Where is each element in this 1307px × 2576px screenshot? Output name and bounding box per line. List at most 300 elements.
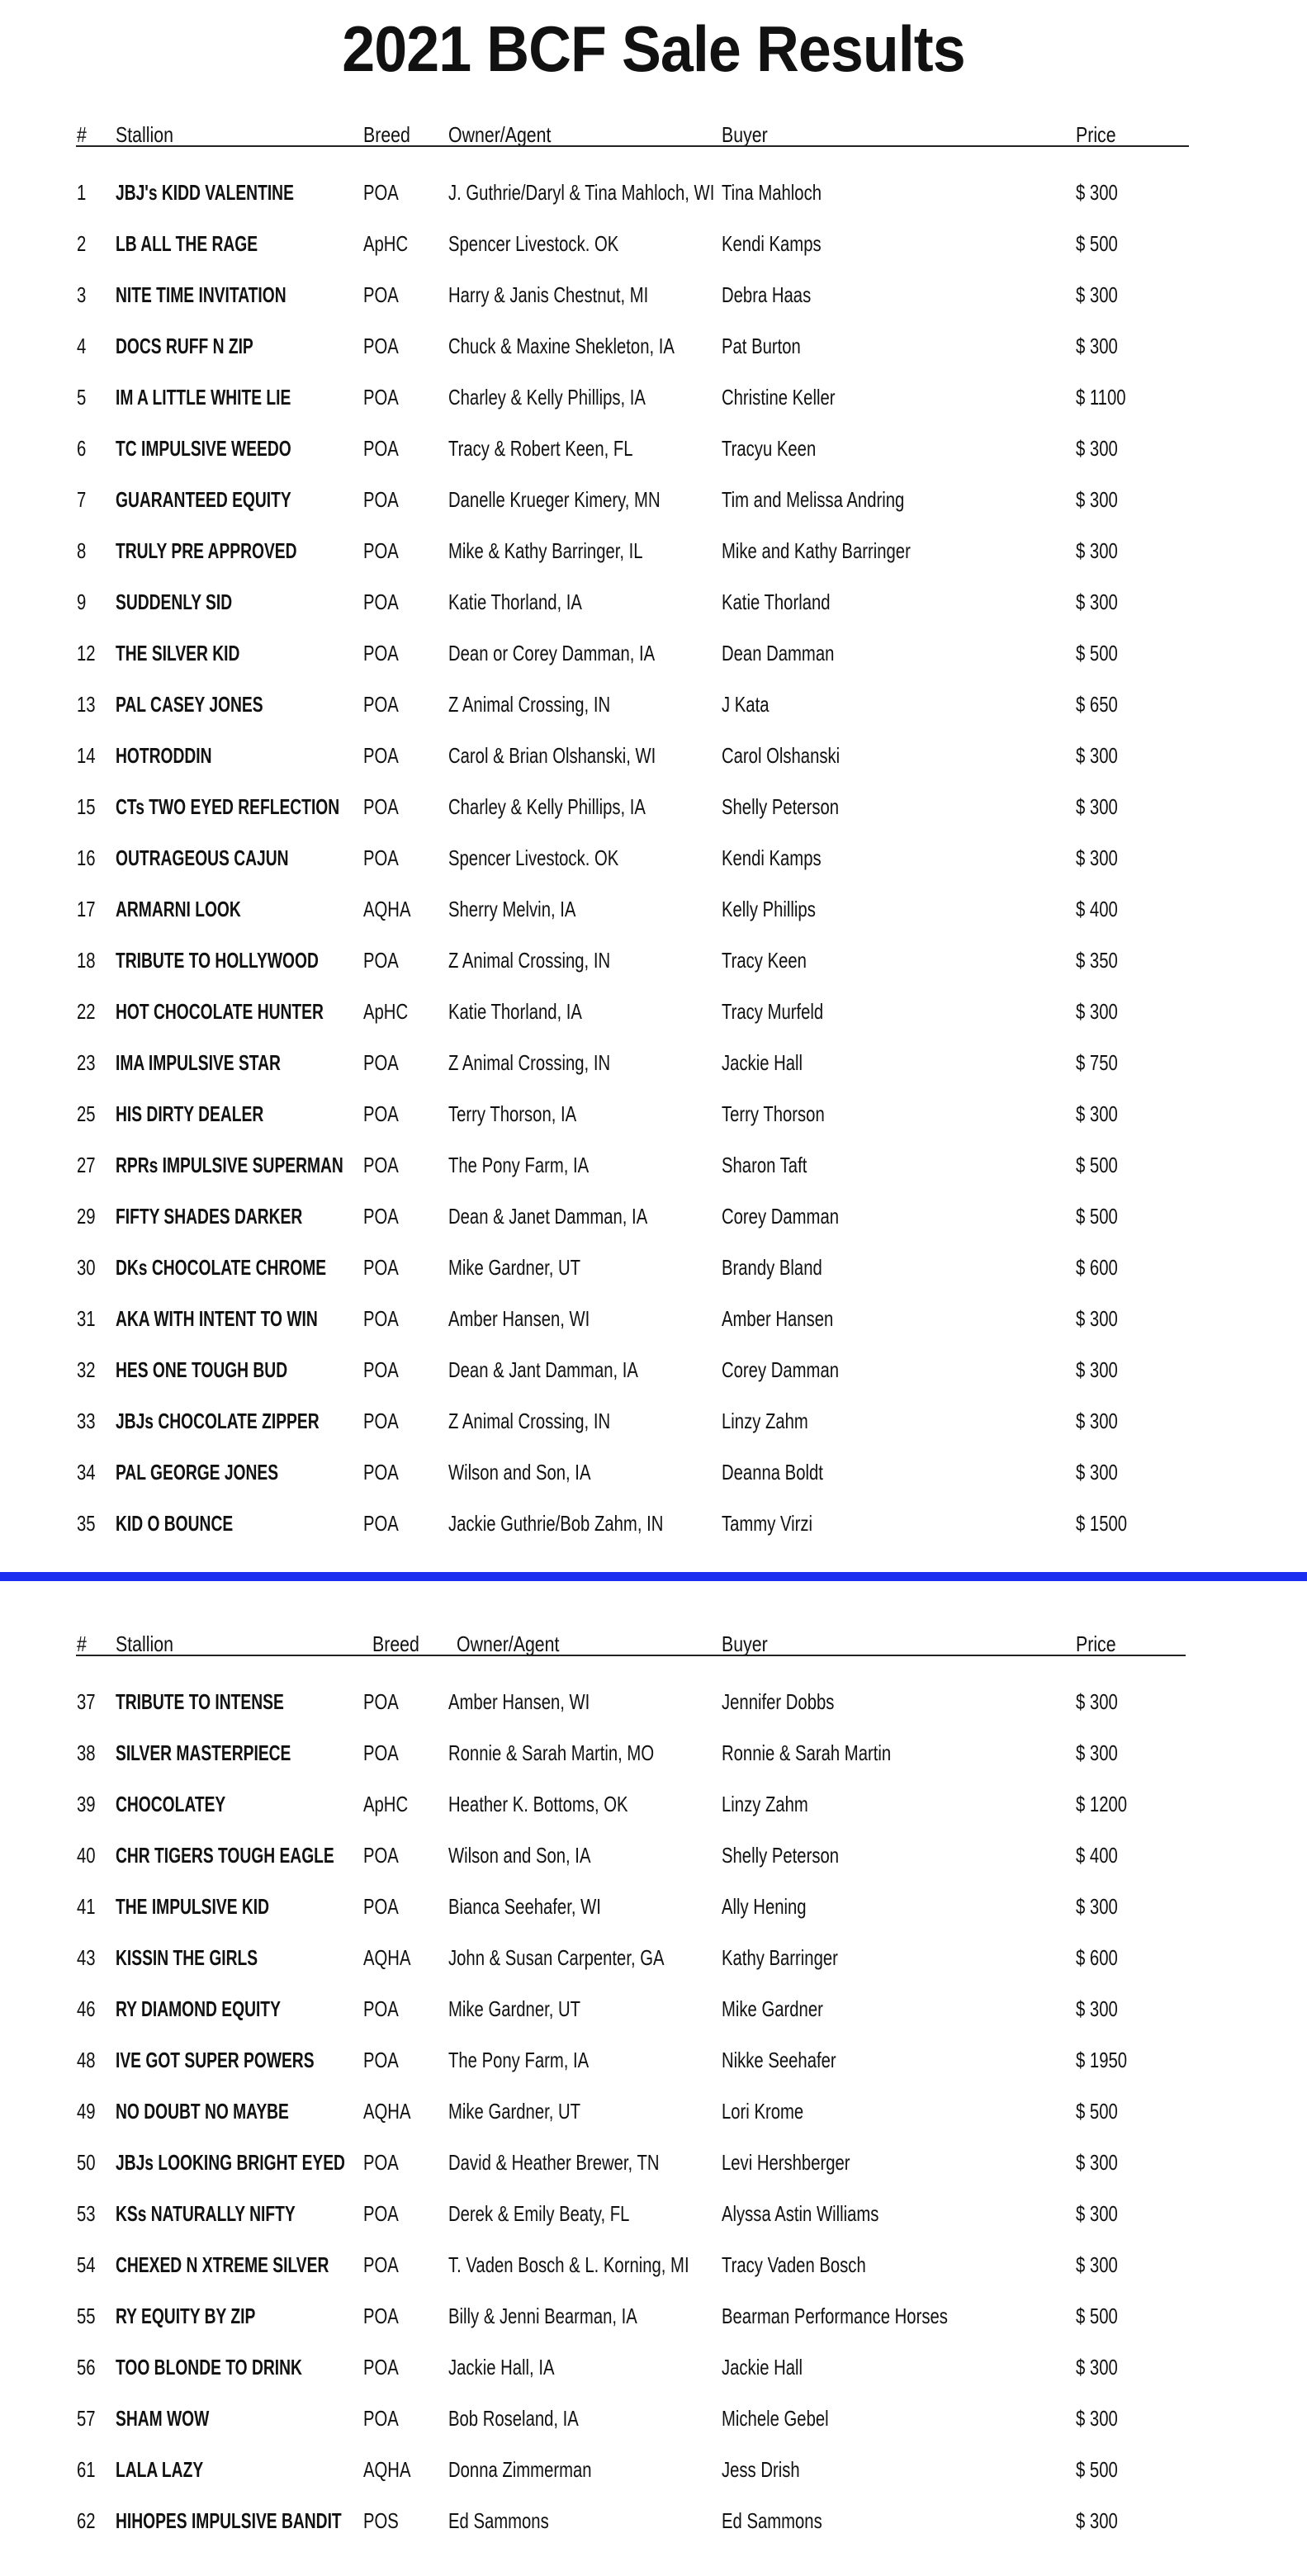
owner-agent: Z Animal Crossing, IN [448, 1409, 611, 1433]
stallion-name: SUDDENLY SID [116, 590, 233, 614]
price: $ 500 [1076, 2457, 1118, 2482]
header-breed: Breed [363, 122, 410, 147]
owner-agent: Amber Hansen, WI [448, 1306, 590, 1331]
breed: POA [363, 1409, 399, 1433]
stallion-name: TRIBUTE TO INTENSE [116, 1689, 284, 1714]
row-number: 40 [77, 1843, 96, 1868]
buyer: Bearman Performance Horses [722, 2304, 948, 2328]
price: $ 500 [1076, 2099, 1118, 2124]
buyer: Michele Gebel [722, 2406, 829, 2431]
row-number: 41 [77, 1894, 96, 1919]
table-row [0, 2446, 1307, 2497]
stallion-name: KSs NATURALLY NIFTY [116, 2201, 296, 2226]
price: $ 1100 [1076, 385, 1126, 410]
table-row [0, 1499, 1307, 1551]
buyer: Corey Damman [722, 1357, 840, 1382]
breed: AQHA [363, 2457, 411, 2482]
table-row [0, 168, 1307, 220]
header-stallion: Stallion [116, 1631, 173, 1656]
owner-agent: The Pony Farm, IA [448, 1153, 590, 1177]
price: $ 300 [1076, 487, 1118, 512]
price: $ 300 [1076, 1689, 1118, 1714]
price: $ 300 [1076, 1409, 1118, 1433]
row-number: 3 [77, 282, 87, 307]
breed: POA [363, 845, 399, 870]
table-header [0, 117, 1307, 150]
owner-agent: Donna Zimmerman [448, 2457, 592, 2482]
stallion-name: CHOCOLATEY [116, 1792, 226, 1816]
price: $ 300 [1076, 436, 1118, 461]
buyer: Katie Thorland [722, 590, 831, 614]
table-row [0, 1678, 1307, 1729]
buyer: Amber Hansen [722, 1306, 834, 1331]
row-number: 56 [77, 2355, 96, 2379]
breed: POA [363, 1460, 399, 1485]
table-row [0, 2036, 1307, 2087]
table-row [0, 424, 1307, 476]
table-row [0, 885, 1307, 936]
buyer: Jess Drish [722, 2457, 800, 2482]
header-owner: Owner/Agent [457, 1631, 560, 1656]
price: $ 300 [1076, 1460, 1118, 1485]
owner-agent: John & Susan Carpenter, GA [448, 1945, 665, 1970]
stallion-name: CHR TIGERS TOUGH EAGLE [116, 1843, 334, 1868]
table-row [0, 1831, 1307, 1882]
breed: POA [363, 1050, 399, 1075]
row-number: 49 [77, 2099, 96, 2124]
buyer: Ally Hening [722, 1894, 807, 1919]
stallion-name: OUTRAGEOUS CAJUN [116, 845, 289, 870]
owner-agent: Sherry Melvin, IA [448, 897, 576, 921]
buyer: Kathy Barringer [722, 1945, 838, 1970]
row-number: 34 [77, 1460, 96, 1485]
stallion-name: KID O BOUNCE [116, 1511, 234, 1536]
stallion-name: HES ONE TOUGH BUD [116, 1357, 288, 1382]
owner-agent: Mike Gardner, UT [448, 1255, 581, 1280]
owner-agent: Derek & Emily Beaty, FL [448, 2201, 630, 2226]
buyer: Tracy Murfeld [722, 999, 824, 1024]
owner-agent: Charley & Kelly Phillips, IA [448, 385, 646, 410]
row-number: 14 [77, 743, 96, 768]
buyer: Kendi Kamps [722, 845, 822, 870]
stallion-name: RY DIAMOND EQUITY [116, 1996, 281, 2021]
buyer: J Kata [722, 692, 770, 717]
owner-agent: Katie Thorland, IA [448, 590, 582, 614]
table-row [0, 1985, 1307, 2036]
buyer: Ed Sammons [722, 2508, 822, 2533]
breed: POS [363, 2508, 399, 2533]
stallion-name: IM A LITTLE WHITE LIE [116, 385, 291, 410]
row-number: 32 [77, 1357, 96, 1382]
buyer: Lori Krome [722, 2099, 804, 2124]
owner-agent: Charley & Kelly Phillips, IA [448, 794, 646, 819]
header-price: Price [1076, 1631, 1116, 1656]
price: $ 300 [1076, 845, 1118, 870]
row-number: 39 [77, 1792, 96, 1816]
price: $ 300 [1076, 743, 1118, 768]
table-row [0, 1346, 1307, 1397]
stallion-name: TRULY PRE APPROVED [116, 538, 297, 563]
price: $ 300 [1076, 2201, 1118, 2226]
row-number: 33 [77, 1409, 96, 1433]
table-row [0, 476, 1307, 527]
buyer: Levi Hershberger [722, 2150, 850, 2175]
row-number: 12 [77, 641, 96, 665]
row-number: 31 [77, 1306, 96, 1331]
buyer: Tracy Keen [722, 948, 807, 973]
table-row [0, 2138, 1307, 2190]
breed: POA [363, 282, 399, 307]
breed: POA [363, 794, 399, 819]
stallion-name: JBJs LOOKING BRIGHT EYED [116, 2150, 345, 2175]
price: $ 500 [1076, 231, 1118, 256]
breed: POA [363, 2406, 399, 2431]
stallion-name: HOT CHOCOLATE HUNTER [116, 999, 324, 1024]
page-title: 2021 BCF Sale Results [342, 12, 965, 85]
breed: POA [363, 487, 399, 512]
price: $ 400 [1076, 1843, 1118, 1868]
owner-agent: Wilson and Son, IA [448, 1843, 591, 1868]
header-owner: Owner/Agent [448, 122, 552, 147]
stallion-name: KISSIN THE GIRLS [116, 1945, 258, 1970]
buyer: Jennifer Dobbs [722, 1689, 835, 1714]
stallion-name: THE SILVER KID [116, 641, 240, 665]
stallion-name: NITE TIME INVITATION [116, 282, 286, 307]
owner-agent: Chuck & Maxine Shekleton, IA [448, 334, 675, 358]
price: $ 300 [1076, 1996, 1118, 2021]
row-number: 48 [77, 2048, 96, 2072]
stallion-name: PAL CASEY JONES [116, 692, 263, 717]
table-row [0, 373, 1307, 424]
buyer: Sharon Taft [722, 1153, 807, 1177]
price: $ 650 [1076, 692, 1118, 717]
stallion-name: HOTRODDIN [116, 743, 212, 768]
breed: POA [363, 1255, 399, 1280]
table-row [0, 1448, 1307, 1499]
breed: ApHC [363, 1792, 409, 1816]
owner-agent: Jackie Guthrie/Bob Zahm, IN [448, 1511, 664, 1536]
row-number: 25 [77, 1101, 96, 1126]
table-row [0, 578, 1307, 629]
table-row [0, 1243, 1307, 1295]
breed: POA [363, 1996, 399, 2021]
owner-agent: Tracy & Robert Keen, FL [448, 436, 633, 461]
buyer: Carol Olshanski [722, 743, 841, 768]
row-number: 54 [77, 2252, 96, 2277]
owner-agent: Ronnie & Sarah Martin, MO [448, 1740, 655, 1765]
table-row [0, 1090, 1307, 1141]
stallion-name: JBJ's KIDD VALENTINE [116, 180, 294, 205]
row-number: 1 [77, 180, 87, 205]
table-header [0, 1627, 1307, 1660]
stallion-name: CHEXED N XTREME SILVER [116, 2252, 329, 2277]
row-number: 46 [77, 1996, 96, 2021]
row-number: 7 [77, 487, 87, 512]
row-number: 30 [77, 1255, 96, 1280]
row-number: 13 [77, 692, 96, 717]
price: $ 300 [1076, 1740, 1118, 1765]
owner-agent: Spencer Livestock. OK [448, 845, 619, 870]
buyer: Christine Keller [722, 385, 836, 410]
buyer: Tim and Melissa Andring [722, 487, 905, 512]
table-row [0, 271, 1307, 322]
table-row [0, 2497, 1307, 2548]
table-row [0, 527, 1307, 578]
stallion-name: CTs TWO EYED REFLECTION [116, 794, 340, 819]
price: $ 300 [1076, 2508, 1118, 2533]
owner-agent: Spencer Livestock. OK [448, 231, 619, 256]
price: $ 1200 [1076, 1792, 1128, 1816]
table-row [0, 1882, 1307, 1934]
table-row [0, 1729, 1307, 1780]
stallion-name: AKA WITH INTENT TO WIN [116, 1306, 318, 1331]
breed: POA [363, 1306, 399, 1331]
owner-agent: Terry Thorson, IA [448, 1101, 577, 1126]
owner-agent: Z Animal Crossing, IN [448, 1050, 611, 1075]
row-number: 37 [77, 1689, 96, 1714]
row-number: 50 [77, 2150, 96, 2175]
header-number: # [77, 122, 87, 147]
buyer: Jackie Hall [722, 1050, 803, 1075]
stallion-name: NO DOUBT NO MAYBE [116, 2099, 289, 2124]
table-row [0, 1934, 1307, 1985]
breed: POA [363, 436, 399, 461]
breed: POA [363, 743, 399, 768]
price: $ 300 [1076, 1894, 1118, 1919]
header-underline [76, 145, 1189, 147]
breed: POA [363, 692, 399, 717]
row-number: 15 [77, 794, 96, 819]
breed: POA [363, 1689, 399, 1714]
breed: POA [363, 2201, 399, 2226]
stallion-name: IMA IMPULSIVE STAR [116, 1050, 281, 1075]
buyer: Shelly Peterson [722, 794, 840, 819]
row-number: 9 [77, 590, 87, 614]
row-number: 4 [77, 334, 87, 358]
owner-agent: Wilson and Son, IA [448, 1460, 591, 1485]
price: $ 300 [1076, 794, 1118, 819]
row-number: 62 [77, 2508, 96, 2533]
header-underline [76, 1655, 1186, 1656]
breed: AQHA [363, 897, 411, 921]
owner-agent: Bob Roseland, IA [448, 2406, 579, 2431]
section-divider [0, 1572, 1307, 1581]
table-row [0, 2343, 1307, 2394]
row-number: 6 [77, 436, 87, 461]
price: $ 500 [1076, 1153, 1118, 1177]
table-body [0, 168, 1307, 1551]
row-number: 55 [77, 2304, 96, 2328]
row-number: 2 [77, 231, 87, 256]
breed: POA [363, 1357, 399, 1382]
breed: POA [363, 1511, 399, 1536]
breed: POA [363, 1843, 399, 1868]
owner-agent: Dean or Corey Damman, IA [448, 641, 656, 665]
owner-agent: David & Heather Brewer, TN [448, 2150, 660, 2175]
breed: POA [363, 590, 399, 614]
buyer: Terry Thorson [722, 1101, 825, 1126]
row-number: 43 [77, 1945, 96, 1970]
price: $ 300 [1076, 2355, 1118, 2379]
buyer: Dean Damman [722, 641, 835, 665]
owner-agent: Z Animal Crossing, IN [448, 692, 611, 717]
buyer: Pat Burton [722, 334, 801, 358]
price: $ 500 [1076, 1204, 1118, 1229]
header-breed: Breed [372, 1631, 419, 1656]
stallion-name: LB ALL THE RAGE [116, 231, 258, 256]
price: $ 500 [1076, 2304, 1118, 2328]
row-number: 18 [77, 948, 96, 973]
row-number: 22 [77, 999, 96, 1024]
owner-agent: Amber Hansen, WI [448, 1689, 590, 1714]
owner-agent: T. Vaden Bosch & L. Korning, MI [448, 2252, 689, 2277]
buyer: Corey Damman [722, 1204, 840, 1229]
price: $ 400 [1076, 897, 1118, 921]
breed: POA [363, 1740, 399, 1765]
price: $ 300 [1076, 2150, 1118, 2175]
header-number: # [77, 1631, 87, 1656]
stallion-name: SHAM WOW [116, 2406, 210, 2431]
price: $ 300 [1076, 2406, 1118, 2431]
breed: POA [363, 2252, 399, 2277]
price: $ 300 [1076, 180, 1118, 205]
table-row [0, 1295, 1307, 1346]
price: $ 1950 [1076, 2048, 1128, 2072]
stallion-name: RY EQUITY BY ZIP [116, 2304, 256, 2328]
table-row [0, 834, 1307, 885]
stallion-name: LALA LAZY [116, 2457, 204, 2482]
buyer: Ronnie & Sarah Martin [722, 1740, 892, 1765]
buyer: Tina Mahloch [722, 180, 822, 205]
price: $ 350 [1076, 948, 1118, 973]
buyer: Shelly Peterson [722, 1843, 840, 1868]
header-buyer: Buyer [722, 122, 768, 147]
table-row [0, 732, 1307, 783]
owner-agent: J. Guthrie/Daryl & Tina Mahloch, WI [448, 180, 715, 205]
table-row [0, 2190, 1307, 2241]
owner-agent: Mike Gardner, UT [448, 2099, 581, 2124]
stallion-name: IVE GOT SUPER POWERS [116, 2048, 315, 2072]
stallion-name: TC IMPULSIVE WEEDO [116, 436, 291, 461]
owner-agent: Mike Gardner, UT [448, 1996, 581, 2021]
table-row [0, 1039, 1307, 1090]
breed: POA [363, 1153, 399, 1177]
price: $ 300 [1076, 334, 1118, 358]
table-row [0, 1780, 1307, 1831]
buyer: Alyssa Astin Williams [722, 2201, 879, 2226]
breed: POA [363, 538, 399, 563]
table-row [0, 2087, 1307, 2138]
owner-agent: Dean & Janet Damman, IA [448, 1204, 648, 1229]
stallion-name: HIS DIRTY DEALER [116, 1101, 264, 1126]
row-number: 35 [77, 1511, 96, 1536]
price: $ 500 [1076, 641, 1118, 665]
row-number: 61 [77, 2457, 96, 2482]
breed: POA [363, 1204, 399, 1229]
table-row [0, 783, 1307, 834]
owner-agent: Ed Sammons [448, 2508, 549, 2533]
stallion-name: PAL GEORGE JONES [116, 1460, 279, 1485]
owner-agent: Dean & Jant Damman, IA [448, 1357, 638, 1382]
header-stallion: Stallion [116, 122, 173, 147]
buyer: Kendi Kamps [722, 231, 822, 256]
breed: POA [363, 180, 399, 205]
row-number: 23 [77, 1050, 96, 1075]
breed: POA [363, 385, 399, 410]
price: $ 300 [1076, 999, 1118, 1024]
price: $ 300 [1076, 1306, 1118, 1331]
breed: AQHA [363, 1945, 411, 1970]
row-number: 38 [77, 1740, 96, 1765]
price: $ 300 [1076, 1101, 1118, 1126]
stallion-name: DKs CHOCOLATE CHROME [116, 1255, 327, 1280]
breed: POA [363, 1894, 399, 1919]
stallion-name: FIFTY SHADES DARKER [116, 1204, 303, 1229]
owner-agent: The Pony Farm, IA [448, 2048, 590, 2072]
breed: POA [363, 2355, 399, 2379]
buyer: Kelly Phillips [722, 897, 816, 921]
breed: POA [363, 641, 399, 665]
owner-agent: Mike & Kathy Barringer, IL [448, 538, 643, 563]
buyer: Deanna Boldt [722, 1460, 823, 1485]
owner-agent: Billy & Jenni Bearman, IA [448, 2304, 637, 2328]
table-row [0, 1192, 1307, 1243]
stallion-name: DOCS RUFF N ZIP [116, 334, 253, 358]
buyer: Jackie Hall [722, 2355, 803, 2379]
buyer: Nikke Seehafer [722, 2048, 836, 2072]
breed: ApHC [363, 231, 409, 256]
price: $ 300 [1076, 1357, 1118, 1382]
breed: POA [363, 2304, 399, 2328]
buyer: Debra Haas [722, 282, 812, 307]
stallion-name: GUARANTEED EQUITY [116, 487, 291, 512]
stallion-name: JBJs CHOCOLATE ZIPPER [116, 1409, 320, 1433]
breed: POA [363, 334, 399, 358]
row-number: 17 [77, 897, 96, 921]
header-buyer: Buyer [722, 1631, 768, 1656]
buyer: Brandy Bland [722, 1255, 822, 1280]
breed: ApHC [363, 999, 409, 1024]
table-row [0, 629, 1307, 680]
owner-agent: Heather K. Bottoms, OK [448, 1792, 628, 1816]
price: $ 750 [1076, 1050, 1118, 1075]
row-number: 8 [77, 538, 87, 563]
stallion-name: HIHOPES IMPULSIVE BANDIT [116, 2508, 342, 2533]
price: $ 600 [1076, 1945, 1118, 1970]
table-row [0, 1397, 1307, 1448]
buyer: Tammy Virzi [722, 1511, 813, 1536]
stallion-name: RPRs IMPULSIVE SUPERMAN [116, 1153, 343, 1177]
buyer: Tracyu Keen [722, 436, 817, 461]
owner-agent: Jackie Hall, IA [448, 2355, 555, 2379]
header-price: Price [1076, 122, 1116, 147]
table-row [0, 936, 1307, 987]
row-number: 53 [77, 2201, 96, 2226]
price: $ 300 [1076, 538, 1118, 563]
buyer: Linzy Zahm [722, 1409, 808, 1433]
table-row [0, 1141, 1307, 1192]
owner-agent: Katie Thorland, IA [448, 999, 582, 1024]
stallion-name: ARMARNI LOOK [116, 897, 241, 921]
price: $ 300 [1076, 590, 1118, 614]
owner-agent: Harry & Janis Chestnut, MI [448, 282, 649, 307]
table-row [0, 220, 1307, 271]
breed: POA [363, 2048, 399, 2072]
table-row [0, 2394, 1307, 2446]
owner-agent: Danelle Krueger Kimery, MN [448, 487, 661, 512]
stallion-name: TRIBUTE TO HOLLYWOOD [116, 948, 319, 973]
stallion-name: SILVER MASTERPIECE [116, 1740, 291, 1765]
